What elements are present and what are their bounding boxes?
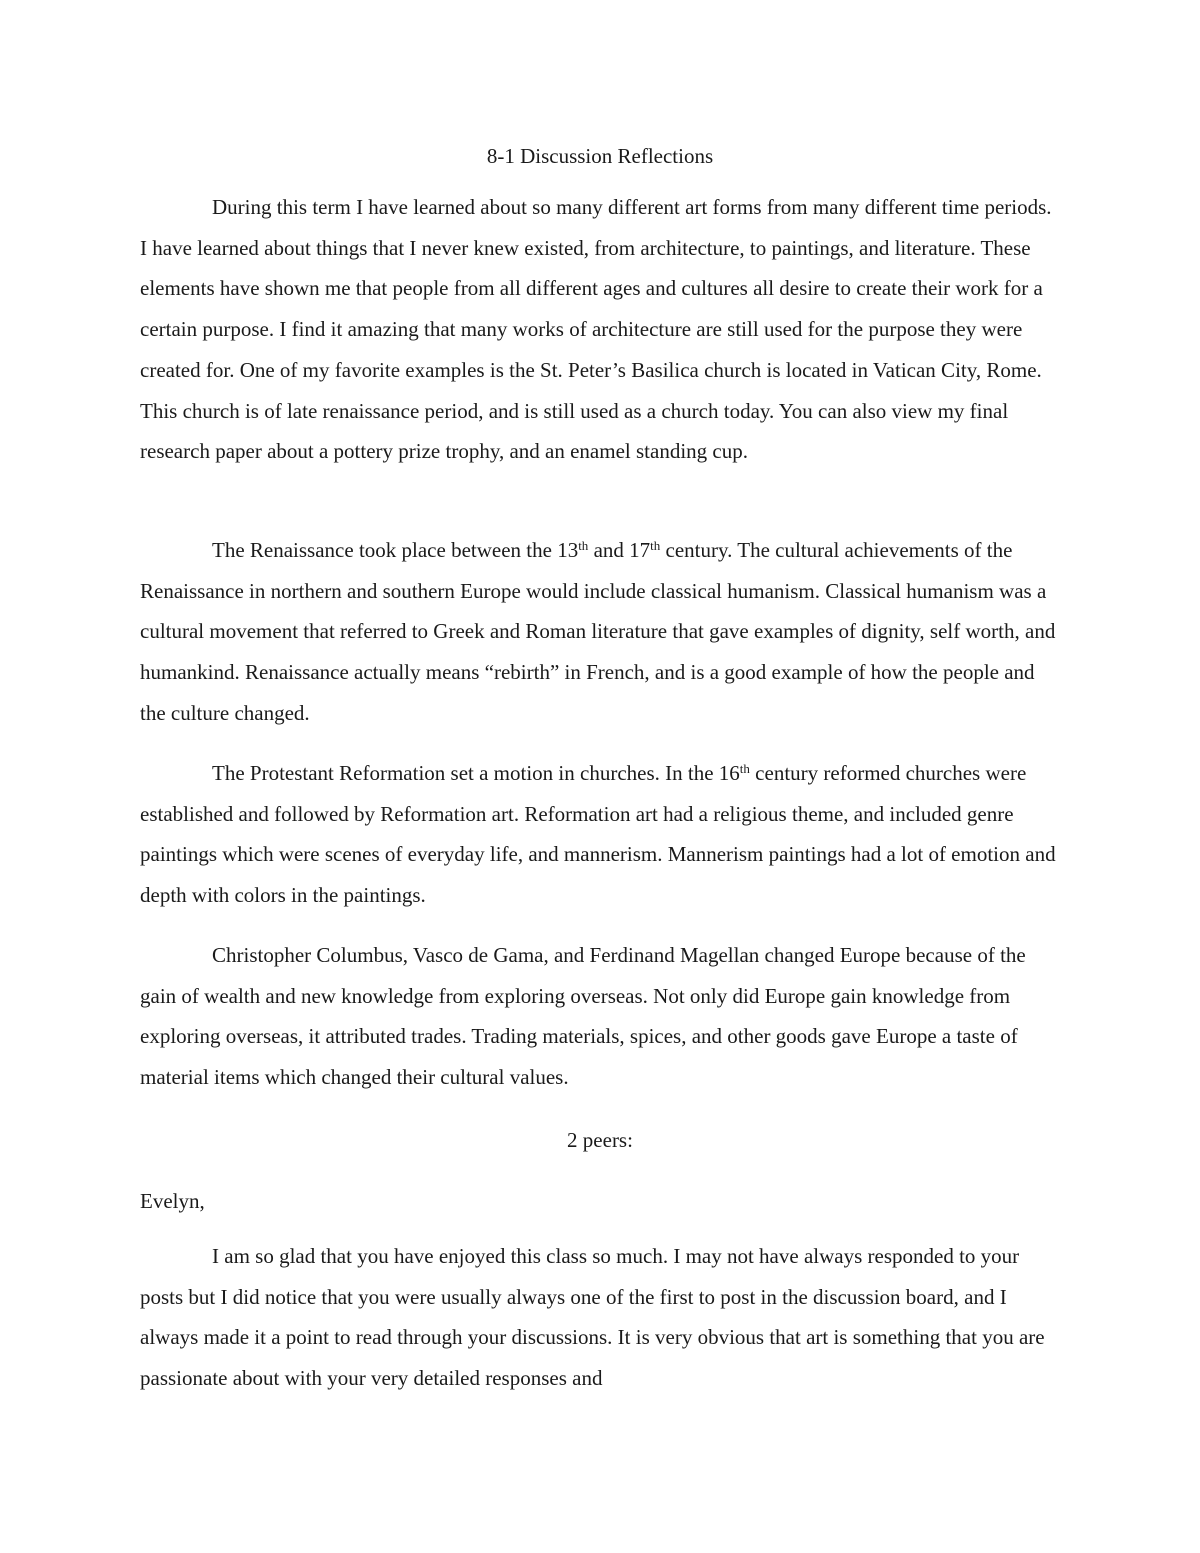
superscript: th: [650, 538, 661, 553]
paragraph-reformation: [140, 753, 1060, 916]
peers-heading: 2 peers:: [567, 1128, 633, 1152]
text-run: The Protestant Reformation set a motion in churches. In the 16: [212, 761, 740, 785]
text-run: century. The cultural achievements of the Renaissance in northern and southern Europe would include classical humanism. Classical humanism was a cultural movement that referred to Greek and Roman literature that gave examples of dignity, self worth, and humankind. Renaissance actually means “rebirth” in French, and is a good example of how the people and the culture changed.: [140, 538, 1056, 725]
page-title: 8-1 Discussion Reflections: [486, 144, 714, 168]
superscript: th: [739, 761, 750, 776]
paragraph-term-reflection: During this term I have learned about so many different art forms from many different time periods. I have learned about things that I never knew existed, from architecture, to paintings, and literature. These elements have shown me that people from all different ages and cultures all desire to create their work for a certain purpose. I find it amazing that many works of architecture are still used for the purpose they were created for. One of my favorite examples is the St. Peter’s Basilica church is located in Vatican City, Rome. This church is of late renaissance period, and is still used as a church today. You can also view my final research paper about a pottery prize trophy, and an enamel standing cup.: [140, 195, 1052, 464]
text-run: The Renaissance took place between the 13: [212, 538, 579, 562]
paragraph-peer-response: I am so glad that you have enjoyed this class so much. I may not have always responded to your posts but I did notice that you were usually always one of the first to post in the discussion board, and I always made it a point to read through your discussions. It is very obvious that art is something that you are passionate about with your very detailed responses and: [140, 1244, 1045, 1391]
paragraph-renaissance: [140, 530, 1060, 734]
salutation: Evelyn,: [140, 1189, 205, 1213]
text-run: and 17: [588, 538, 651, 562]
superscript: th: [578, 538, 589, 553]
text-run: century reformed churches were established and followed by Reformation art. Reformation art had a religious theme, and included genre paintings which were scenes of everyday life, and mannerism. Mannerism paintings had a lot of emotion and depth with colors in the paintings.: [140, 761, 1056, 908]
paragraph-exploration: Christopher Columbus, Vasco de Gama, and Ferdinand Magellan changed Europe because of the gain of wealth and new knowledge from exploring overseas. Not only did Europe gain knowledge from exploring overseas, it attributed trades. Trading materials, spices, and other goods gave Europe a taste of material items which changed their cultural values.: [140, 943, 1026, 1090]
